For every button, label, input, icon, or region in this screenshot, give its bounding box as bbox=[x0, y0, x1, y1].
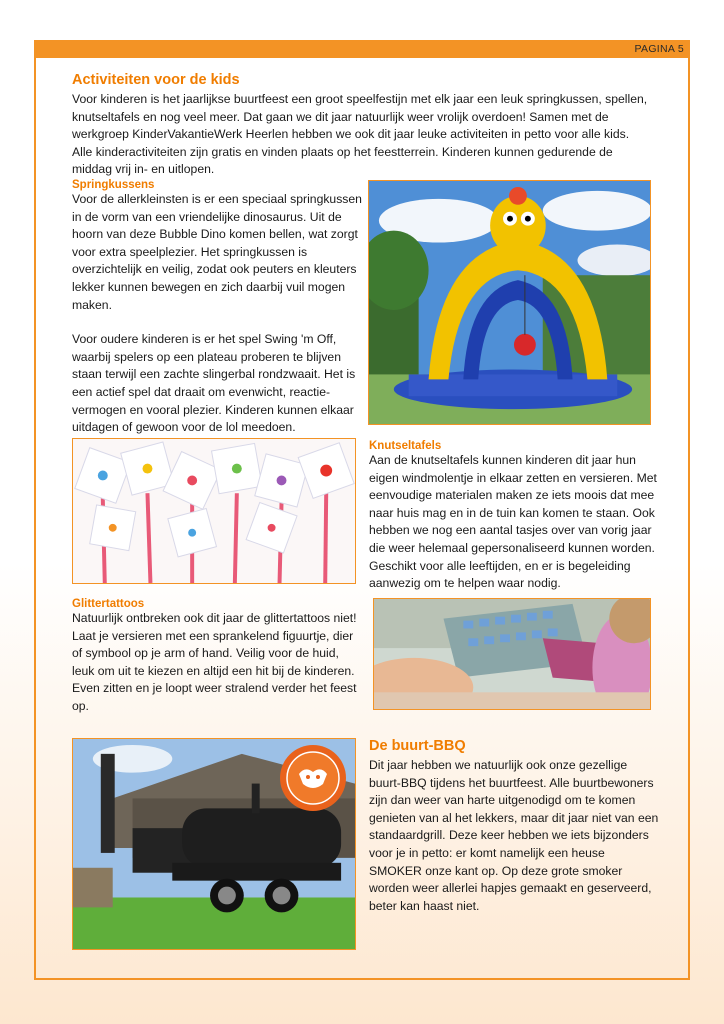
intro-title: Activiteiten voor de kids bbox=[72, 72, 240, 88]
pinwheels-photo bbox=[72, 438, 356, 584]
bbq-section bbox=[369, 738, 659, 915]
bbq-logo bbox=[279, 744, 347, 812]
knutseltafels-title: Knutseltafels bbox=[369, 440, 442, 452]
glittertattoos-section bbox=[72, 598, 364, 716]
bouncy-castle-photo bbox=[368, 180, 651, 425]
glitter-tattoo-photo bbox=[373, 598, 651, 710]
springkussens-section bbox=[72, 179, 362, 437]
glittertattoos-text: Natuurlijk ontbreken ook dit jaar de glittertattoos niet! Laat je versieren met een sprankelend figuurtje, dier of symbool op je arm of hand. Veilig voor de huid, leuk om uit te kiezen en altijd een hit bij de kinderen. Even zitten en je loopt weer stralend verder het feest op. bbox=[72, 611, 357, 713]
springkussens-text-1: Voor de allerkleinsten is er een speciaal springkussen in de vorm van een vriendelijke dinosaurus. Uit de hoorn van deze Bubble Dino komen bellen, wat zorgt voor extra speelplezier. Het springkussen is overzichtelijk en veilig, zodat ook peuters en kleuters lekker kunnen bewegen en zich daarbij vuil mogen maken. bbox=[72, 192, 362, 312]
page-number: PAGINA 5 bbox=[634, 43, 684, 55]
springkussens-title: Springkussens bbox=[72, 179, 155, 191]
knutseltafels-text: Aan de knutseltafels kunnen kinderen dit jaar hun eigen windmolentje in elkaar zetten en versieren. Met eenvoudige materialen maken ze iets moois dat mee naar huis mag en in de tuin kan komen te staan. Ook hebben we nog een aantal tasjes over van vorig jaar die weer helemaal gepersonaliseerd kunnen worden. Geschikt voor alle leeftijden, en er is begeleiding aanwezig om te helpen waar nodig. bbox=[369, 453, 657, 591]
intro-text: Voor kinderen is het jaarlijkse buurtfeest een groot speelfestijn met elk jaar een leuk springkussen, spellen, knutseltafels en nog veel meer. Dat gaan we dit jaar natuurlijk weer vrolijk overdoen! Samen met de werkgroep KinderVakantieWerk Heerlen hebben we ook dit jaar leuke activiteiten in petto voor alle kids. Alle kinderactiviteiten zijn gratis en vinden plaats op het feestterrein. Kinderen kunnen gedurende de middag vrij in- en uitlopen. bbox=[72, 92, 648, 177]
springkussens-text-2: Voor oudere kinderen is er het spel Swing 'm Off, waarbij spelers op een plateau proberen te blijven staan terwijl een zachte slingerbal rondzwaait. Het is een actief spel dat draait om evenwicht, reactie-vermogen en vooral plezier. Kinderen kunnen elkaar uitdagen of gewoon voor de lol meedoen. bbox=[72, 332, 356, 435]
glittertattoos-title: Glittertattoos bbox=[72, 598, 145, 610]
intro-section bbox=[72, 72, 652, 179]
knutseltafels-section bbox=[369, 440, 661, 593]
bbq-text: Dit jaar hebben we natuurlijk ook onze gezellige buurt-BBQ tijdens het buurtfeest. Alle buurtbewoners zijn dan weer van harte uitgenodigd om te komen genieten van al het lekkers, maar dit jaar niet van een standaardgrill. Deze keer hebben we iets bijzonders voor je in petto: er komt namelijk een heuse SMOKER onze kant op. Op deze grote smoker worden weer allerlei hapjes gemaakt en geserveerd, beter kan haast niet. bbox=[369, 758, 659, 913]
bbq-title: De buurt-BBQ bbox=[369, 738, 466, 754]
